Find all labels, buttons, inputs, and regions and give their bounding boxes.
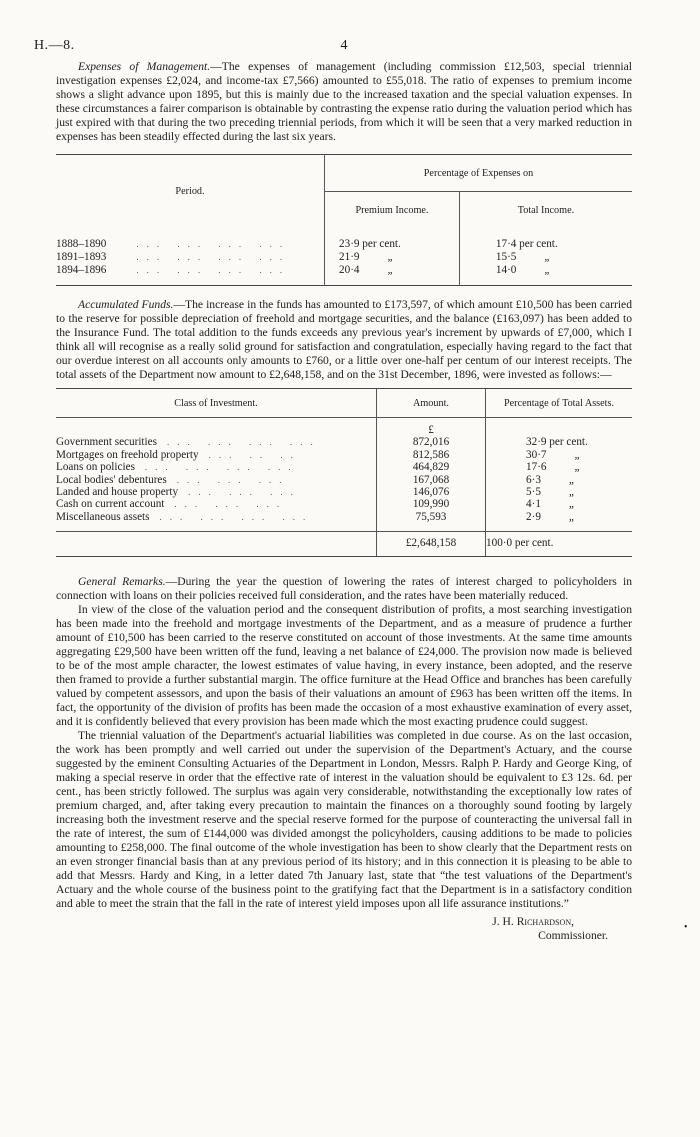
amount-cell: 812,586 [412,448,450,461]
column-header-period: Period. [56,155,325,229]
column-header-percentage-group: Percentage of Expenses on [325,155,633,192]
signatory-initials: J. H. [492,915,517,929]
premium-percentage-cell: 20·4 [339,264,360,276]
signatory-surname: Richardson [516,915,572,929]
amount-cell: 75,593 [415,510,447,523]
funds-heading: Accumulated Funds. [78,298,174,311]
percentage-cell: 30·7 [526,448,547,461]
percentage-cell: 6·3 [526,473,541,486]
table-row [56,436,632,448]
leader-dots: ... ... ... [176,474,290,485]
pound-sign: £ [428,424,434,436]
amount-cell: 146,076 [412,486,450,499]
ditto-mark: „ [568,498,576,511]
percentage-cell: 2·9 [526,510,541,523]
total-percentage-cell: 17·4 per cent. [495,238,558,250]
leader-dots: ... ... ... [174,499,288,510]
investment-class-cell: Cash on current account [56,498,165,511]
investment-class-cell: Government securities [56,436,157,449]
investment-class-cell: Mortgages on freehold property [56,448,199,461]
leader-dots: ... ... ... ... [136,252,291,262]
percentage-cell: 17·6 [526,461,547,474]
amount-cell: 167,068 [412,473,450,486]
investment-table [56,388,632,557]
investment-class-cell: Landed and house property [56,486,179,499]
premium-percentage-cell: 23·9 per cent. [339,238,401,250]
investment-class-cell: Local bodies' debentures [56,473,167,486]
table-row [56,498,632,510]
percentage-cell: 5·5 [526,486,541,499]
signatory-name-end: , [571,915,574,929]
total-percentage-cell: 100·0 per cent. [486,537,554,550]
remarks-paragraph-2: In view of the close of the valuation period and the consequent distribution of profits, a most searching investigation has been made into the freehold and mortgage investments of the Department, and as a measure of prudence a further amount of £10,500 has been carried to the reserve constituted on account of those investments. At the same time amounts aggregating £29,500 have been written off the fund, leaving a net balance of £24,000. The provision now made is believed to be of the most ample character, the lowest estimates of value having, in every instance, been adopted, and the reserve then framed to provide a further substantial margin. The office furniture at the Head Office and branches has been carefully valued by competent assessors, and upon the basis of their valuations an amount of £963 has been written off the items. In fact, the opportunity of the division of profits has been made the occasion of a most exhaustive examination of every asset, and it is confidently believed that every provision has been made which the most exacting prudence could suggest. [56,603,632,729]
expenses-text: —The expenses of management (including commission £12,503, special triennial investigation expenses £2,024, and income-tax £7,566) amounted to £55,018. The ratio of expenses to premium income shows a slight advance upon 1895, but this is mainly due to the increased taxation and the special valuation expenses. In these circumstances a fairer comparison is obtainable by contrasting the expense ratio during the valuation period which has just expired with that during the two preceding triennial periods, from which it will be seen that a very marked reduction in expenses has been steadily effected during the last six years. [56,60,632,143]
table-row [56,251,632,264]
table-row [56,264,632,286]
period-cell: 1888–1890 [56,238,107,250]
percentage-cell: 4·1 [526,498,541,511]
percentage-cell: 32·9 per cent. [526,436,588,449]
remarks-text-1: —During the year the question of lowering the rates of interest charged to policyholders in connection with loans on their policies received full consideration, and the rates have been materially reduced. [56,575,632,603]
column-header-class: Class of Investment. [56,389,377,418]
leader-dots: ... ... ... ... [136,239,291,249]
page-number: 4 [340,38,348,53]
ditto-mark: „ [544,264,551,276]
leader-dots: ... ... ... ... [166,437,321,448]
table-total-row [56,532,632,557]
investment-class-cell: Loans on policies [56,461,135,474]
table-row [56,511,632,523]
amount-cell: 109,990 [412,498,450,511]
table-row [56,449,632,461]
table-row [56,461,632,473]
funds-text: —The increase in the funds has amounted to £173,597, of which amount £10,500 has been carried to the reserve for possible depreciation of freehold and mortgage securities, and the balance (£163,097) has been added to the Insurance Fund. The total addition to the funds exceeds any previous year's increment by upwards of £7,000, which I think all will recognise as a really solid ground for satisfaction and congratulation, especially having regard to the fact that our overdue interest on all accounts only amounts to £760, or a little over one-half per centum of our interest receipts. The total assets of the Department now amount to £2,648,158, and on the 31st December, 1896, were invested as follows:— [56,298,632,381]
expenses-paragraph [56,60,632,144]
expenses-heading: Expenses of Management. [78,60,211,73]
ditto-mark: „ [568,486,576,499]
table-row [56,418,632,437]
ditto-mark: „ [574,448,581,461]
amount-cell: 872,016 [412,436,450,449]
premium-percentage-cell: 21·9 [339,251,360,263]
margin-mark: • [684,922,688,933]
remarks-paragraph-1 [56,575,632,603]
funds-paragraph [56,298,632,382]
period-cell: 1894–1896 [56,264,107,276]
remarks-heading: General Remarks. [78,575,166,589]
expense-ratio-table [56,154,632,286]
leader-dots: ... .. .. [208,449,301,460]
signatory-name [56,915,608,929]
document-page [34,38,632,943]
remarks-paragraph-3: The triennial valuation of the Department's actuarial liabilities was completed in due course. As on the last occasion, the work has been promptly and well carried out under the supervision of the Department's Actuary, and the course suggested by the eminent Consulting Actuaries of the Department in London, Messrs. Ralph P. Hardy and George King, of making a special reserve in order that the effective rate of interest in the valuation should be equivalent to £3 12s. 6d. per cent., has been strictly followed. The surplus was again very considerable, notwithstanding the exceptionally low rates of premium charged, and, after taking every precaution to maintain the finances on a thoroughly sound footing by largely increasing both the investment reserve and the special reserve formed for the purpose of counteracting the universal fall in the rate of interest, the sum of £144,000 was divided amongst the policyholders, causing additions to be made to policies amounting to £258,000. The final outcome of the whole investigation has been to show clearly that the Department rests on an even stronger financial basis than at any previous period of its history; and in this connection it is pleasing to be able to add that Messrs. Hardy and King, in a letter dated 7th January last, state that “the test valuations of the Department's Actuary and the whole course of the business point to the gratifying fact that the Department is in a satisfactory condition and able to meet the strain that the fall in the rate of interest yield imposes upon all life assurance institutions.” [56,729,632,911]
column-header-total-income: Total Income. [517,204,575,216]
column-header-amount: Amount. [377,389,486,418]
total-percentage-cell: 14·0 [495,264,517,276]
leader-dots: ... ... ... ... [144,462,299,473]
signature-block [56,915,632,943]
column-header-premium-income: Premium Income. [325,192,460,229]
total-amount-cell: £2,648,158 [405,537,457,550]
investment-class-cell: Miscellaneous assets [56,510,150,523]
period-cell: 1891–1893 [56,251,107,263]
ditto-mark: „ [568,473,576,486]
amount-cell: 464,829 [412,461,450,474]
signatory-title: Commissioner. [538,929,608,943]
leader-dots: ... ... ... ... [159,511,314,522]
page-reference: H.—8. [34,38,75,53]
ditto-mark: „ [387,264,394,276]
table-row [56,474,632,486]
total-percentage-cell: 15·5 [495,251,517,263]
leader-dots: ... ... ... [188,487,301,498]
page-header [34,38,632,60]
table-row [56,228,632,251]
ditto-mark: „ [574,461,581,474]
ditto-mark: „ [568,510,576,523]
ditto-mark: „ [387,251,394,263]
leader-dots: ... ... ... ... [136,265,291,275]
column-header-percentage: Percentage of Total Assets. [486,389,633,418]
table-row [56,486,632,498]
ditto-mark: „ [544,251,551,263]
